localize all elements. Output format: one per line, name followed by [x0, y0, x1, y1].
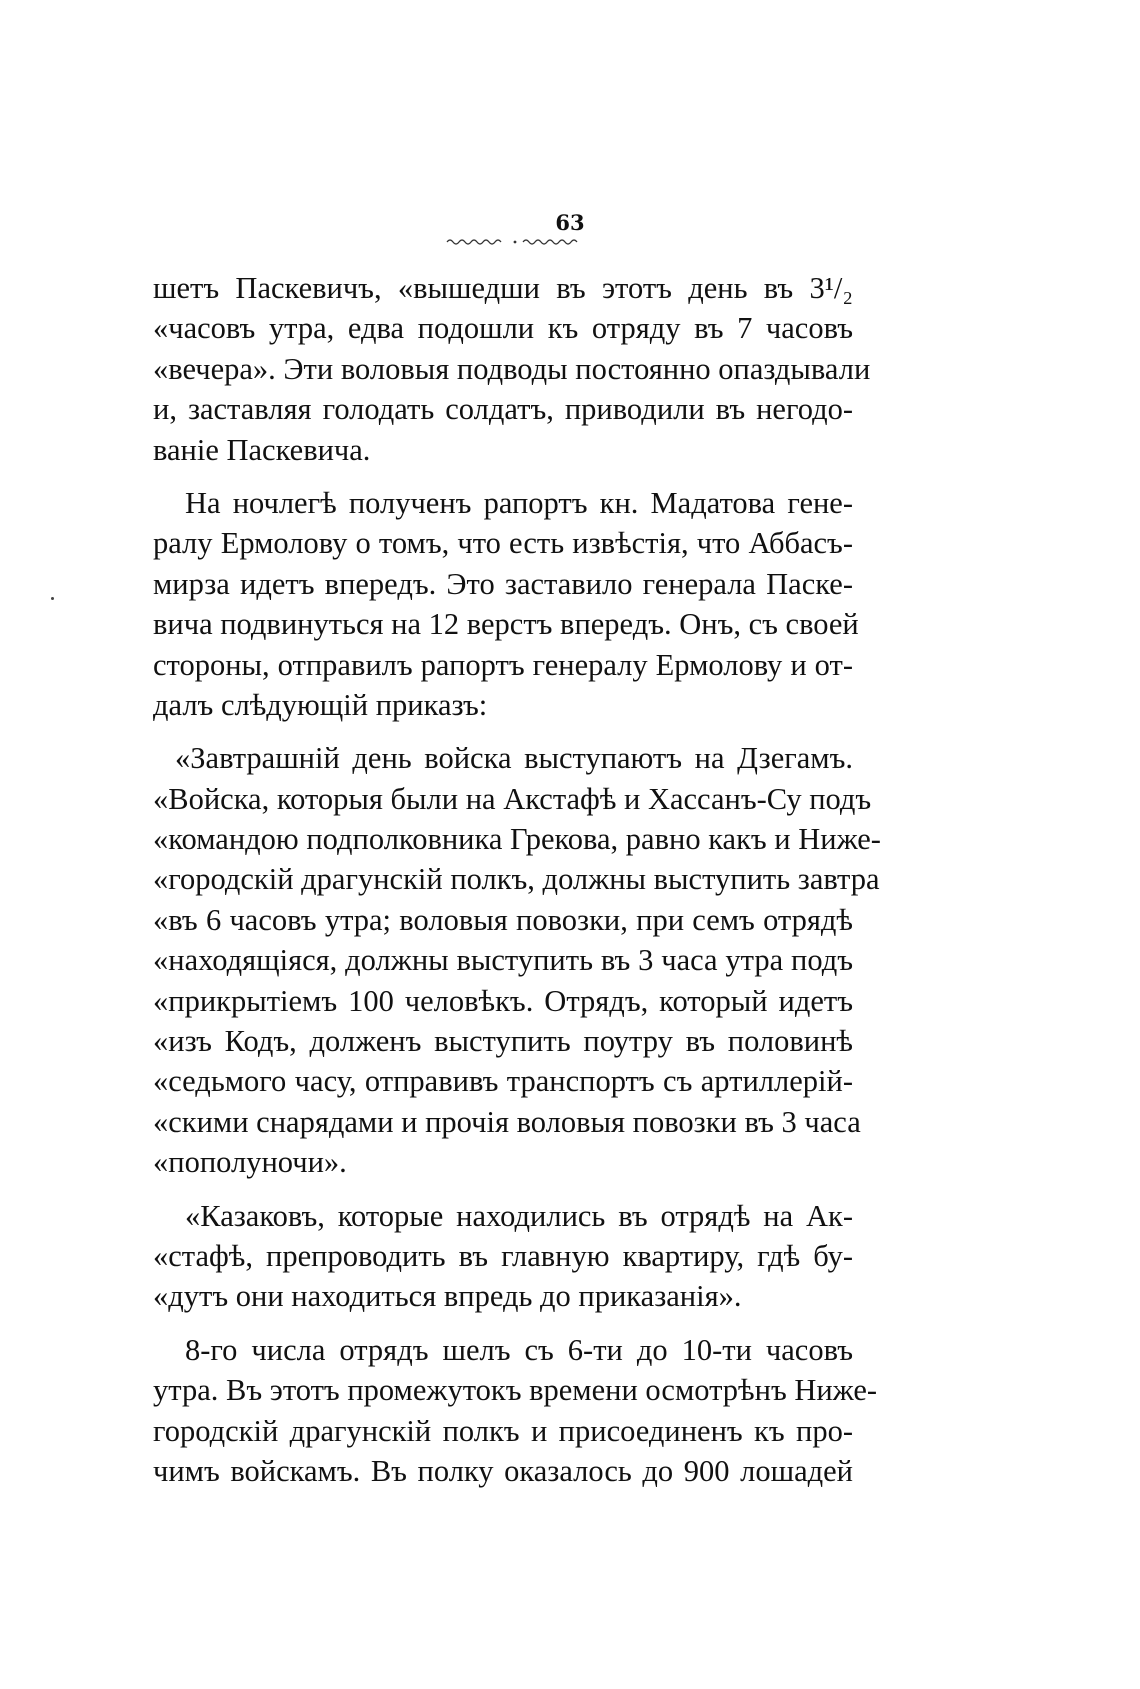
text-line: «прикрытіемъ 100 человѣкъ. Отрядъ, который идетъ [153, 983, 853, 1018]
text-line: чимъ войскамъ. Въ полку оказалось до 900 лошадей [153, 1453, 853, 1488]
text-line: ваніе Паскевича. [153, 432, 371, 467]
quoted-order [153, 738, 881, 1182]
text-line: городскій драгунскій полкъ и присоединенъ къ про- [153, 1413, 853, 1448]
text-line: шетъ Паскевичъ, «вышедши въ этотъ день въ 3¹/₂ [153, 271, 853, 305]
text-line: «командою подполковника Грекова, равно какъ и Ниже- [153, 822, 881, 857]
paragraph [153, 268, 871, 470]
text-line: «въ 6 часовъ утра; воловыя повозки, при семъ отрядѣ [153, 902, 853, 937]
text-line: «пополуночи». [153, 1145, 347, 1180]
margin-speck [51, 597, 54, 600]
body-text [153, 268, 881, 1491]
paragraph [153, 1330, 878, 1492]
page-number: 63 [555, 210, 585, 235]
text-line: На ночлегѣ полученъ рапортъ кн. Мадатова гене- [185, 485, 853, 520]
text-line: мирза идетъ впередъ. Это заставило генерала Паске- [153, 566, 853, 601]
text-line: «находящіяся, должны выступить въ 3 часа утра подъ [153, 943, 853, 978]
text-line: «седьмого часу, отправивъ транспортъ съ артиллерій- [153, 1064, 853, 1099]
text-line: утра. Въ этотъ промежутокъ времени осмотрѣнъ Ниже- [153, 1373, 878, 1408]
text-line: вича подвинуться на 12 верстъ впередъ. Онъ, съ своей [153, 607, 859, 642]
text-line: «изъ Кодъ, долженъ выступить поутру въ половинѣ [153, 1024, 853, 1059]
text-line: «Завтрашній день войска выступаютъ на Дзегамъ. [175, 741, 853, 776]
page-header [0, 212, 1140, 235]
text-line: «Войска, которыя были на Акстафѣ и Хассанъ-Су подъ [153, 781, 872, 816]
wavy-ornament-icon [445, 236, 585, 248]
text-line: 8-го числа отрядъ шелъ съ 6-ти до 10-ти часовъ [185, 1332, 853, 1367]
text-line: «скими снарядами и прочія воловыя повозки въ 3 часа [153, 1104, 861, 1139]
quoted-order [153, 1196, 853, 1317]
text-line: «часовъ утра, едва подошли къ отряду въ 7 часовъ [153, 311, 853, 346]
paragraph [153, 483, 859, 725]
text-line: «дутъ они находиться впредь до приказанія». [153, 1279, 742, 1314]
text-line: «Казаковъ, которые находились въ отрядѣ на Ак- [185, 1198, 853, 1233]
text-line: «вечера». Эти воловыя подводы постоянно опаздывали [153, 351, 871, 386]
text-line: и, заставляя голодать солдатъ, приводили въ негодо- [153, 392, 853, 427]
text-line: далъ слѣдующій приказъ: [153, 687, 488, 722]
text-line: «стафѣ, препроводить въ главную квартиру, гдѣ бу- [153, 1238, 853, 1273]
text-line: стороны, отправилъ рапортъ генералу Ермолову и от- [153, 647, 853, 682]
text-line: «городскій драгунскій полкъ, должны выступить завтра [153, 862, 880, 897]
text-line: ралу Ермолову о томъ, что есть извѣстія, что Аббасъ- [153, 526, 853, 561]
